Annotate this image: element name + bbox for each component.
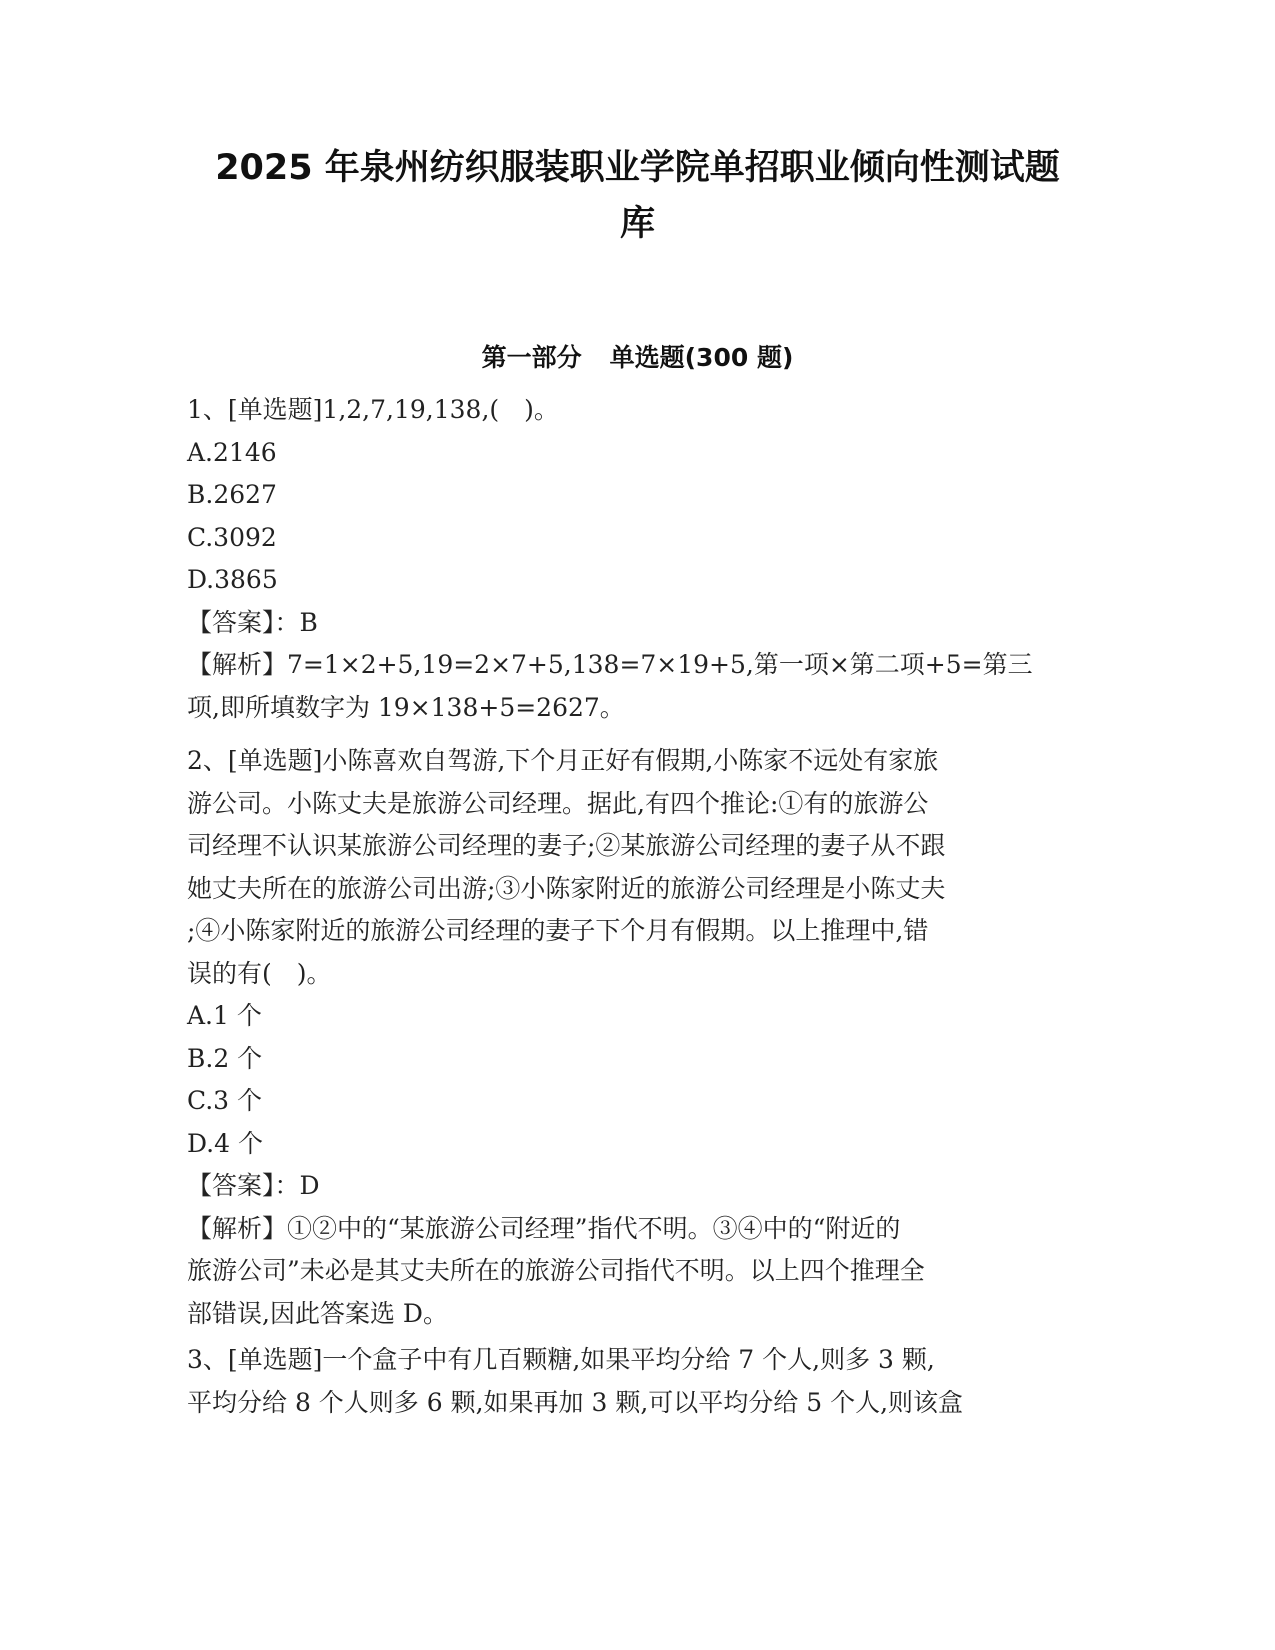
title-line-2: 库 — [619, 204, 655, 244]
option-a: A.1 个 — [187, 1001, 262, 1030]
section-name: 单选题(300 题) — [609, 343, 794, 372]
question-stem: 1、[单选题]1,2,7,19,138,( )。 — [187, 395, 559, 424]
option-c: C.3 个 — [187, 1086, 263, 1115]
question-stem-row: 3、[单选题]一个盒子中有几百颗糖,如果平均分给 7 个人,则多 3 颗, — [187, 1345, 935, 1374]
analysis-row: 项,即所填数字为 19×138+5=2627。 — [187, 692, 625, 722]
answer: 【答案】：B — [187, 607, 318, 637]
question-stem-row: 她丈夫所在的旅游公司出游;③小陈家附近的旅游公司经理是小陈丈夫 — [187, 873, 946, 903]
question-3 — [187, 1339, 1075, 1424]
question-stem-row: ;④小陈家附近的旅游公司经理的妻子下个月有假期。以上推理中,错 — [187, 916, 929, 945]
question-stem-row: 游公司。小陈丈夫是旅游公司经理。据此,有四个推论:①有的旅游公 — [187, 788, 929, 818]
option-a: A.2146 — [187, 437, 277, 467]
question-stem-row: 误的有( )。 — [187, 958, 332, 988]
analysis-row: 【解析】7=1×2+5,19=2×7+5,138=7×19+5,第一项×第二项+5=第三 — [187, 650, 1033, 679]
question-stem-row: 平均分给 8 个人则多 6 颗,如果再加 3 颗,可以平均分给 5 个人,则该盒 — [187, 1387, 964, 1417]
option-c: C.3092 — [187, 522, 277, 552]
section-heading — [180, 342, 1095, 374]
option-d: D.3865 — [187, 565, 278, 594]
question-stem-row: 司经理不认识某旅游公司经理的妻子;②某旅游公司经理的妻子从不跟 — [187, 831, 946, 860]
analysis-row: 部错误,因此答案选 D。 — [187, 1298, 448, 1328]
title-line-1: 2025 年泉州纺织服装职业学院单招职业倾向性测试题 — [215, 148, 1060, 188]
question-stem-row: 2、[单选题]小陈喜欢自驾游,下个月正好有假期,小陈家不远处有家旅 — [187, 746, 939, 775]
document-title — [180, 140, 1095, 252]
analysis-row: 【解析】①②中的“某旅游公司经理”指代不明。③④中的“附近的 — [187, 1213, 901, 1243]
question-2 — [187, 740, 1075, 1335]
question-1 — [187, 389, 1075, 729]
option-b: B.2 个 — [187, 1043, 263, 1073]
option-b: B.2627 — [187, 480, 277, 509]
option-d: D.4 个 — [187, 1128, 263, 1158]
answer: 【答案】：D — [187, 1171, 320, 1200]
section-part: 第一部分 — [481, 343, 582, 372]
analysis-row: 旅游公司”未必是其丈夫所在的旅游公司指代不明。以上四个推理全 — [187, 1256, 925, 1285]
